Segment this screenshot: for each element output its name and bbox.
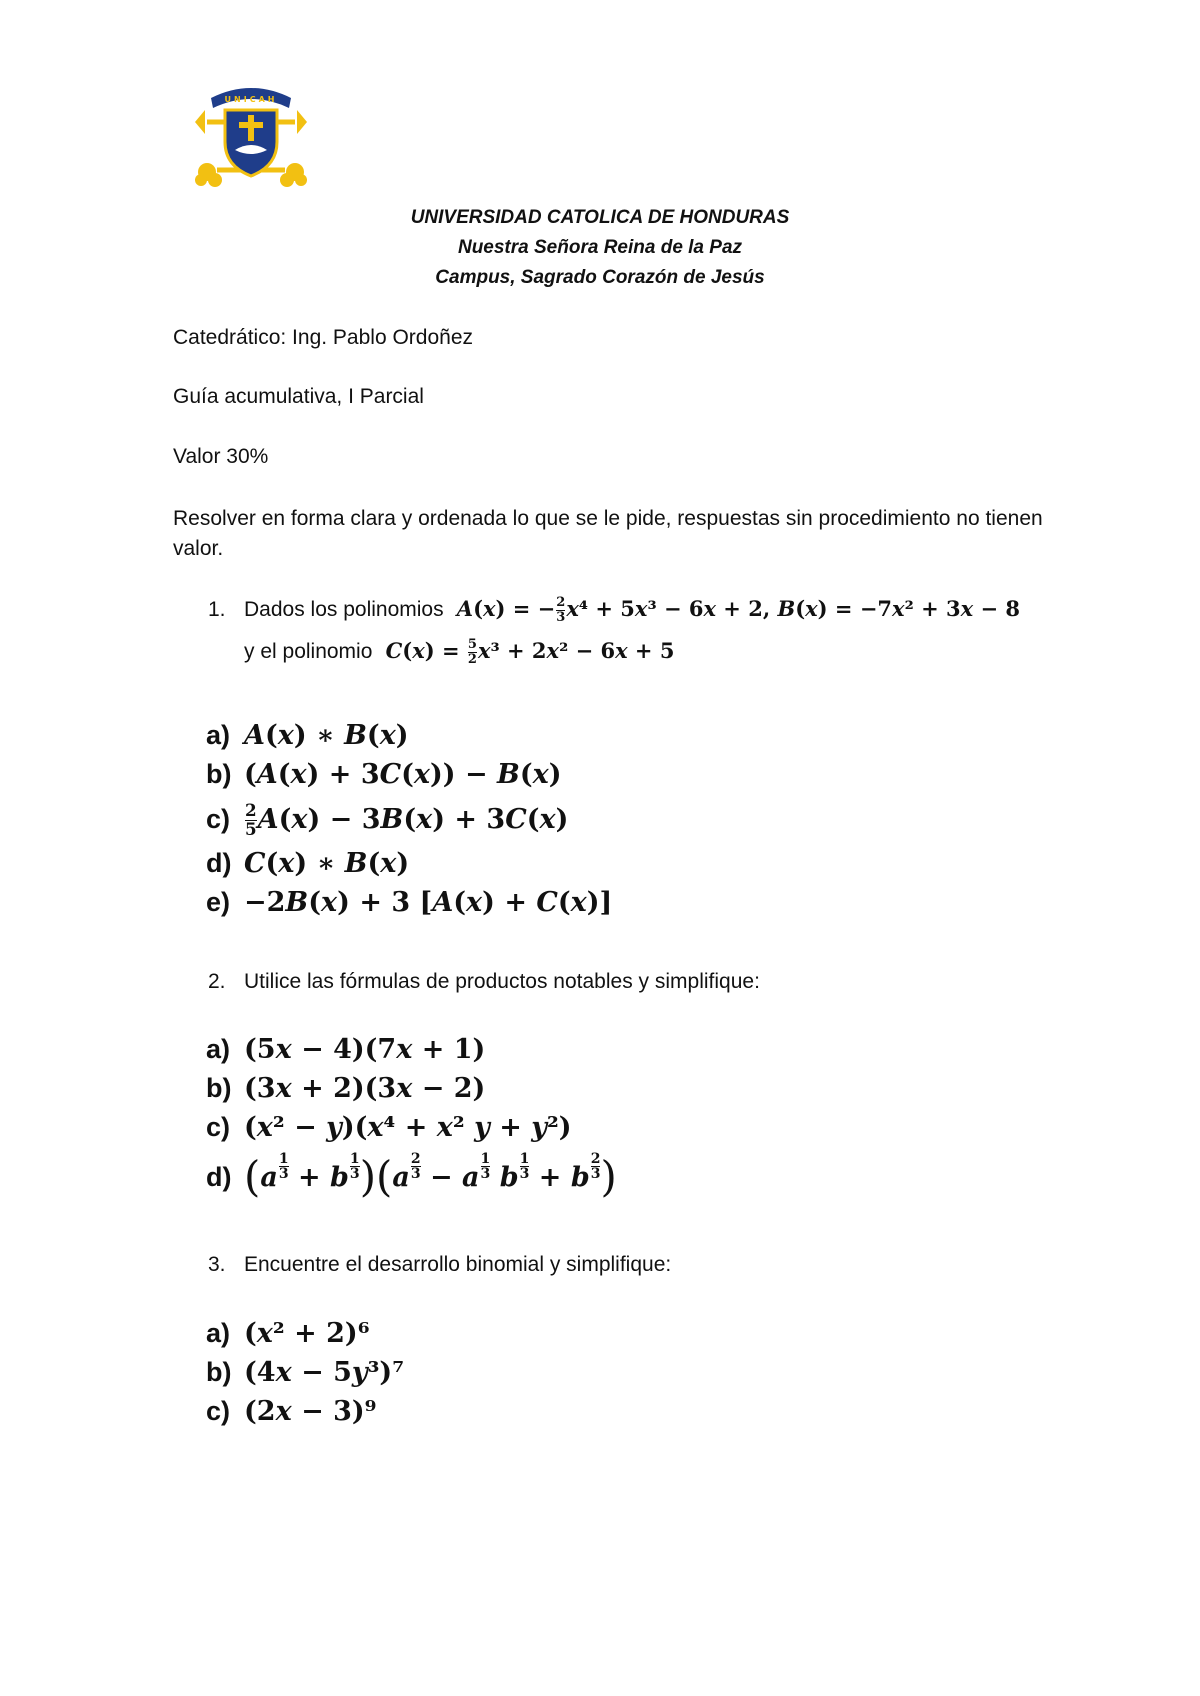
list-item: d) (a $\frac{1}{3}$ + b $\frac{1}{3}$ )(a $\frac{2}{3}$ − a $\frac{1}{3}$ b $\frac{1}{3}$ + b $\frac{2}{3}$ ) (206, 1151, 617, 1202)
question-number: 3. (208, 1253, 226, 1276)
question-text-2: y el polinomio (244, 640, 373, 663)
list-item: c) (2x − 3)⁹ (206, 1396, 377, 1427)
logo-banner-text: UNICAH (224, 95, 278, 104)
question-3 (208, 1253, 671, 1277)
professor-line: Catedrático: Ing. Pablo Ordoñez (173, 326, 474, 349)
question-3-items (206, 1314, 404, 1431)
university-logo (193, 80, 309, 192)
list-item: c) (x² − y)(x⁴ + x² y + y²) (206, 1112, 572, 1143)
list-item: e) −2B(x) + 3 [A(x) + C(x)] (206, 887, 613, 918)
list-item: a) (5x − 4)(7x + 1) (206, 1034, 486, 1065)
question-number: 2. (208, 970, 226, 993)
university-name: UNIVERSIDAD CATOLICA DE HONDURAS (410, 207, 790, 228)
list-item: d) C(x) ∗ B(x) (206, 848, 410, 879)
instructions: Resolver en forma clara y ordenada lo que se le pide, respuestas sin procedimiento no tienen valor. (173, 507, 1043, 560)
question-number: 1. (208, 598, 226, 621)
question-2-items (206, 1030, 617, 1207)
list-item: b) (A(x) + 3C(x)) − B(x) (206, 759, 562, 790)
question-text: Utilice las fórmulas de productos notables y simplifique: (244, 970, 760, 993)
list-item: a) (x² + 2)⁶ (206, 1318, 370, 1349)
guide-title: Guía acumulativa, I Parcial (173, 385, 424, 408)
question-2 (208, 970, 760, 994)
polynomial-a-b: A(x) = − $\frac{2}{3}$ x⁴ + 5x³ − 6x + 2, B(x) = −7x² + 3x − 8 (456, 595, 1020, 625)
polynomial-c: C(x) = $\frac{5}{2}$ x³ + 2x² − 6x + 5 (385, 637, 675, 667)
list-item: b) (3x + 2)(3x − 2) (206, 1073, 486, 1104)
grade-value: Valor 30% (173, 445, 269, 468)
question-1-items (206, 716, 612, 922)
campus-name: Campus, Sagrado Corazón de Jesús (435, 267, 765, 288)
document-header (0, 203, 1200, 293)
question-1-line-2 (244, 638, 674, 667)
question-text: Dados los polinomios (244, 598, 444, 621)
list-item: b) (4x − 5y³)⁷ (206, 1357, 405, 1388)
question-text: Encuentre el desarrollo binomial y simplifique: (244, 1253, 672, 1276)
list-item: a) A(x) ∗ B(x) (206, 720, 409, 751)
question-1 (208, 596, 1020, 625)
list-item: c) $\frac{2}{5}$ A(x) − 3B(x) + 3C(x) (206, 800, 569, 839)
university-subtitle: Nuestra Señora Reina de la Paz (457, 237, 743, 258)
